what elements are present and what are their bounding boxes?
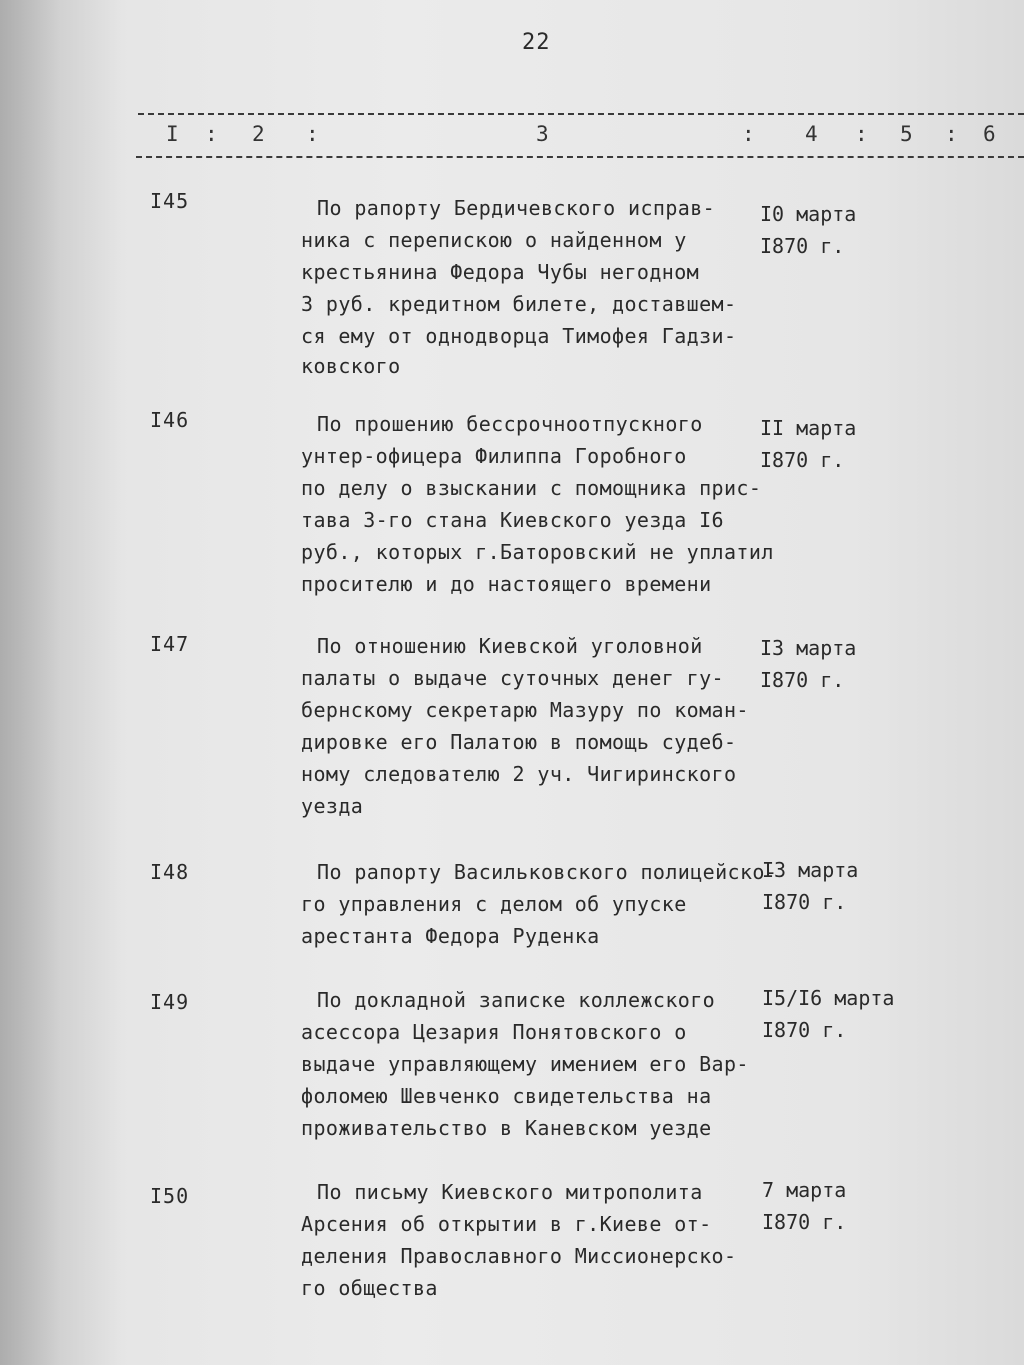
entry-number: I47	[150, 632, 190, 656]
entry-text-line: ся ему от однодворца Тимофея Гадзи-	[301, 324, 737, 348]
header-top-rule	[138, 113, 1024, 115]
entry-text-line: по делу о взыскании с помощника прис-	[301, 476, 762, 500]
entry-text-line: унтер-офицера Филиппа Горобного	[301, 444, 687, 468]
entry-text-line: ковского	[301, 354, 401, 378]
entry-text-line: палаты о выдаче суточных денег гу-	[301, 666, 724, 690]
page-number: 22	[522, 30, 551, 55]
entry-text-line: руб., которых г.Баторовский не уплатил	[301, 540, 774, 564]
entry-date-day: II марта	[760, 416, 857, 440]
entry-text-line: деления Православного Миссионерско-	[301, 1244, 737, 1268]
entry-date-year: I870 г.	[760, 234, 845, 258]
entry-number: I46	[150, 408, 190, 432]
entry-text-line: По докладной записке коллежского	[317, 988, 716, 1012]
entry-date-day: I3 марта	[762, 858, 859, 882]
entry-text-line: тава 3-го стана Киевского уезда I6	[301, 508, 724, 532]
column-separator: :	[855, 122, 868, 146]
entry-text-line: По рапорту Бердичевского исправ-	[317, 196, 716, 220]
entry-date-day: 7 марта	[762, 1178, 847, 1202]
entry-text-line: дировке его Палатою в помощь судеб-	[301, 730, 737, 754]
column-separator: :	[945, 122, 958, 146]
entry-date-year: I870 г.	[762, 890, 847, 914]
entry-text-line: уезда	[301, 794, 364, 818]
entry-text-line: фоломею Шевченко свидетельства на	[301, 1084, 712, 1108]
entry-text-line: По рапорту Васильковского полицейско-	[317, 860, 778, 884]
entry-text-line: го управления с делом об упуске	[301, 892, 687, 916]
entry-text-line: просителю и до настоящего времени	[301, 572, 712, 596]
entry-text-line: крестьянина Федора Чубы негодном	[301, 260, 700, 284]
entry-text-line: По письму Киевского митрополита	[317, 1180, 703, 1204]
column-separator: :	[742, 122, 755, 146]
entry-date-day: I0 марта	[760, 202, 857, 226]
entry-date-year: I870 г.	[760, 448, 845, 472]
entry-number: I45	[150, 189, 190, 213]
entry-number: I50	[150, 1184, 190, 1208]
entry-text-line: арестанта Федора Руденка	[301, 924, 600, 948]
entry-number: I49	[150, 990, 190, 1014]
entry-text-line: ному следователю 2 уч. Чигиринского	[301, 762, 737, 786]
column-separator: :	[205, 122, 218, 146]
column-header-3: 3	[536, 122, 549, 146]
entry-date-day: I3 марта	[760, 636, 857, 660]
entry-text-line: выдаче управляющему имением его Вар-	[301, 1052, 749, 1076]
entry-text-line: 3 руб. кредитном билете, доставшем-	[301, 292, 737, 316]
column-header-6: 6	[983, 122, 996, 146]
entry-text-line: бернскому секретарю Мазуру по коман-	[301, 698, 749, 722]
entry-date-year: I870 г.	[762, 1210, 847, 1234]
entry-text-line: По прошению бессрочноотпускного	[317, 412, 703, 436]
binding-shadow	[0, 0, 120, 1365]
column-header-4: 4	[805, 122, 818, 146]
entry-text-line: По отношению Киевской уголовной	[317, 634, 703, 658]
entry-text-line: асессора Цезария Понятовского о	[301, 1020, 687, 1044]
entry-date-day: I5/I6 марта	[762, 986, 895, 1010]
entry-text-line: го общества	[301, 1276, 438, 1300]
entry-date-year: I870 г.	[762, 1018, 847, 1042]
column-header-5: 5	[900, 122, 913, 146]
column-header-2: 2	[252, 122, 265, 146]
header-bottom-rule	[136, 156, 1024, 158]
entry-text-line: Арсения об открытии в г.Киеве от-	[301, 1212, 712, 1236]
entry-date-year: I870 г.	[760, 668, 845, 692]
column-separator: :	[306, 122, 319, 146]
entry-text-line: проживательство в Каневском уезде	[301, 1116, 712, 1140]
entry-number: I48	[150, 860, 190, 884]
entry-text-line: ника с перепискою о найденном у	[301, 228, 687, 252]
column-header-1: I	[166, 122, 179, 146]
